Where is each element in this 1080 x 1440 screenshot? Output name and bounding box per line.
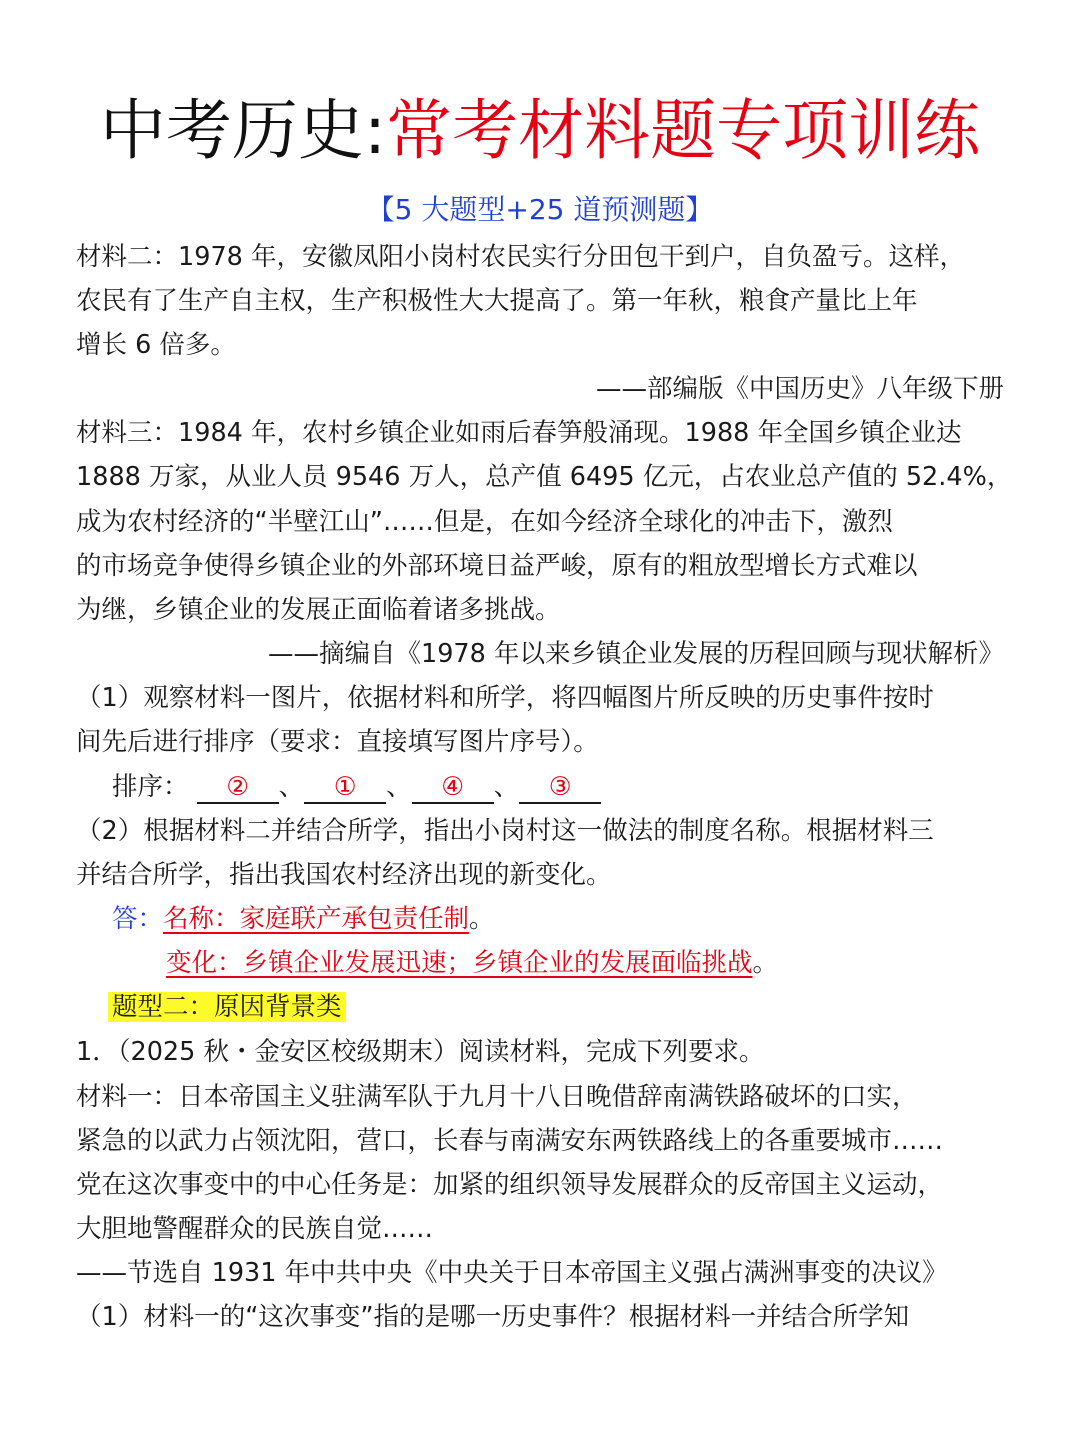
- problem-1-material-line-2: 紧急的以武力占领沈阳，营口，长春与南满安东两铁路线上的各重要城市……: [76, 1126, 944, 1156]
- material-3-line-1: 材料三：1984 年，农村乡镇企业如雨后春笋般涌现。1988 年全国乡镇企业达: [76, 418, 962, 448]
- sort-answer-2: ①: [304, 772, 386, 804]
- sort-answer-row: [112, 770, 601, 804]
- sort-separator: 、: [386, 772, 412, 802]
- problem-1-material-line-1: 材料一：日本帝国主义驻满军队于九月十八日晚借辞南满铁路破坏的口实，: [76, 1082, 918, 1112]
- sort-answer-4: ③: [519, 772, 601, 804]
- sort-label: 排序：: [112, 772, 189, 802]
- section-heading: 题型二：原因背景类: [108, 992, 346, 1022]
- answer-label: 答：: [112, 904, 164, 934]
- answer-system-name: 名称：家庭联产承包责任制: [163, 904, 470, 934]
- answer-change: 变化：乡镇企业发展迅速；乡镇企业的发展面临挑战: [166, 948, 753, 978]
- answer-change-row: [166, 946, 778, 980]
- question-1-line-2: 间先后进行排序（要求：直接填写图片序号）。: [76, 727, 599, 757]
- material-3-line-3: 成为农村经济的“半壁江山”……但是，在如今经济全球化的冲击下，激烈: [76, 507, 893, 537]
- section-heading-row: [108, 990, 346, 1024]
- question-2-line-2: 并结合所学，指出我国农村经济出现的新变化。: [76, 860, 612, 890]
- problem-1-material-line-3: 党在这次事变中的中心任务是：加紧的组织领导发展群众的反帝国主义运动，: [76, 1170, 944, 1200]
- sort-separator: 、: [278, 772, 305, 802]
- material-3-line-4: 的市场竞争使得乡镇企业的外部环境日益严峻，原有的粗放型增长方式难以: [76, 551, 918, 581]
- question-2-line-1: （2）根据材料二并结合所学，指出小岗村这一做法的制度名称。根据材料三: [76, 816, 934, 846]
- material-3-source: ——摘编自《1978 年以来乡镇企业发展的历程回顾与现状解析》: [267, 639, 1004, 669]
- problem-1-heading: 1．（2025 秋・金安区校级期末）阅读材料，完成下列要求。: [76, 1037, 765, 1067]
- material-2-source: ——部编版《中国历史》八年级下册: [595, 374, 1004, 404]
- answer-period: 。: [752, 948, 779, 978]
- material-2-line-1: 材料二：1978 年，安徽凤阳小岗村农民实行分田包干到户，自负盈亏。这样，: [76, 242, 966, 272]
- page-subtitle: 【5 大题型+25 道预测题】: [366, 193, 714, 226]
- sort-answer-3: ④: [412, 772, 494, 804]
- problem-1-material-line-4: 大胆地警醒群众的民族自觉……: [76, 1214, 434, 1244]
- page-title: [0, 86, 1080, 176]
- material-3-line-5: 为继，乡镇企业的发展正面临着诸多挑战。: [76, 595, 561, 625]
- answer-name-row: [112, 902, 495, 936]
- material-2-line-3: 增长 6 倍多。: [76, 330, 236, 360]
- title-part-red: 常考材料题专项训练: [386, 92, 981, 169]
- question-1-line-1: （1）观察材料一图片，依据材料和所学，将四幅图片所反映的历史事件按时: [76, 683, 934, 713]
- answer-period: 。: [469, 904, 495, 934]
- material-2-line-2: 农民有了生产自主权，生产积极性大大提高了。第一年秋，粮食产量比上年: [76, 286, 918, 316]
- sort-answer-1: ②: [197, 772, 279, 804]
- sort-separator: 、: [493, 772, 520, 802]
- material-3-line-2: 1888 万家，从业人员 9546 万人，总产值 6495 亿元，占农业总产值的 52.4%，: [76, 462, 1013, 492]
- title-part-black: 中考历史:: [99, 92, 387, 169]
- problem-1-source: ——节选自 1931 年中共中央《中央关于日本帝国主义强占满洲事变的决议》: [76, 1258, 948, 1288]
- problem-1-question: （1）材料一的“这次事变”指的是哪一历史事件？根据材料一并结合所学知: [76, 1302, 910, 1332]
